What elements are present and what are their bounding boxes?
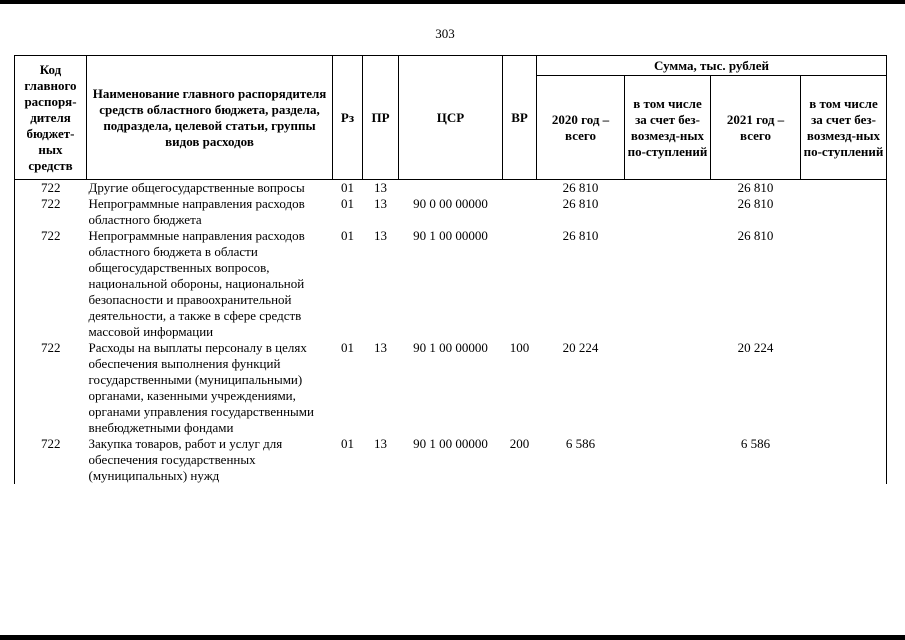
cell-name: Непрограммные направления расходов областного бюджета: [88, 196, 305, 227]
cell-code: 722: [15, 196, 87, 228]
header-name: Наименование главного распорядителя средств областного бюджета, раздела, подраздела, целевой статьи, группы видов расходов: [87, 56, 333, 180]
header-rz: Рз: [333, 56, 363, 180]
header-code: Код главного распоря-дителя бюджет-ных средств: [15, 56, 87, 180]
cell-2021-total: 6 586: [740, 436, 771, 451]
table-header: [15, 56, 887, 180]
cell-vr: [503, 228, 537, 340]
cell-2021-free: [801, 228, 887, 340]
bottom-border: [0, 635, 905, 640]
cell-2021-free: [801, 436, 887, 484]
table-row: [15, 340, 887, 436]
page-number: 303: [435, 26, 455, 41]
cell-2021-free: [801, 180, 887, 197]
cell-vr: [503, 196, 537, 228]
cell-code: 722: [15, 340, 87, 436]
table-row: [15, 228, 887, 340]
cell-2020-free: [625, 180, 711, 197]
cell-2021-total: 20 224: [737, 340, 774, 355]
cell-pr: 13: [374, 180, 387, 195]
cell-2021-total: 26 810: [737, 180, 774, 195]
cell-csr: 90 1 00 00000: [413, 228, 488, 243]
cell-rz: 01: [341, 196, 354, 211]
cell-pr: 13: [374, 340, 387, 355]
cell-rz: 01: [341, 180, 354, 195]
top-border: [0, 0, 905, 4]
cell-name: Другие общегосударственные вопросы: [88, 180, 305, 195]
cell-rz: 01: [341, 228, 354, 243]
table-row: [15, 180, 887, 197]
cell-2021-free: [801, 196, 887, 228]
header-2021-total: 2021 год – всего: [711, 76, 801, 180]
header-pr: ПР: [363, 56, 399, 180]
cell-2021-total: 26 810: [737, 228, 774, 243]
header-sum: Сумма, тыс. рублей: [537, 56, 887, 76]
cell-csr: 90 1 00 00000: [413, 436, 488, 451]
header-vr: ВР: [503, 56, 537, 180]
cell-code: 722: [15, 436, 87, 484]
cell-name: Непрограммные направления расходов областного бюджета в области общегосударственных вопросов, национальной обороны, национальной безопасности и правоохранительной деятельности, а также в сфере средств массовой информации: [88, 228, 305, 339]
cell-name: Расходы на выплаты персоналу в целях обеспечения выполнения функций государственными (муниципальными) органами, казенными учреждениями, органами управления государственными внебюджетными фондами: [88, 340, 314, 435]
cell-pr: 13: [374, 436, 387, 451]
cell-2021-total: 26 810: [737, 196, 774, 211]
cell-vr: [503, 180, 537, 197]
cell-vr: 100: [509, 340, 530, 355]
cell-vr: 200: [509, 436, 530, 451]
cell-2020-free: [625, 340, 711, 436]
cell-2020-free: [625, 228, 711, 340]
cell-csr: [399, 180, 503, 197]
cell-pr: 13: [374, 228, 387, 243]
header-2021-free: в том числе за счет без-возмезд-ных по-ступлений: [801, 76, 887, 180]
header-csr: ЦСР: [399, 56, 503, 180]
table-body: [15, 180, 887, 485]
cell-rz: 01: [341, 436, 354, 451]
cell-rz: 01: [341, 340, 354, 355]
table-row: [15, 436, 887, 484]
cell-code: 722: [15, 180, 87, 197]
table-row: [15, 196, 887, 228]
budget-table: [14, 55, 887, 484]
cell-pr: 13: [374, 196, 387, 211]
cell-2020-free: [625, 436, 711, 484]
cell-2020-total: 26 810: [562, 228, 599, 243]
header-2020-total: 2020 год – всего: [537, 76, 625, 180]
cell-2021-free: [801, 340, 887, 436]
cell-2020-total: 6 586: [565, 436, 596, 451]
cell-csr: 90 0 00 00000: [413, 196, 488, 211]
header-2020-free: в том числе за счет без-возмезд-ных по-ступлений: [625, 76, 711, 180]
cell-code: 722: [15, 228, 87, 340]
cell-csr: 90 1 00 00000: [413, 340, 488, 355]
cell-2020-total: 26 810: [562, 180, 599, 195]
cell-2020-free: [625, 196, 711, 228]
cell-name: Закупка товаров, работ и услуг для обеспечения государственных (муниципальных) нужд: [88, 436, 283, 483]
cell-2020-total: 20 224: [562, 340, 599, 355]
cell-2020-total: 26 810: [562, 196, 599, 211]
